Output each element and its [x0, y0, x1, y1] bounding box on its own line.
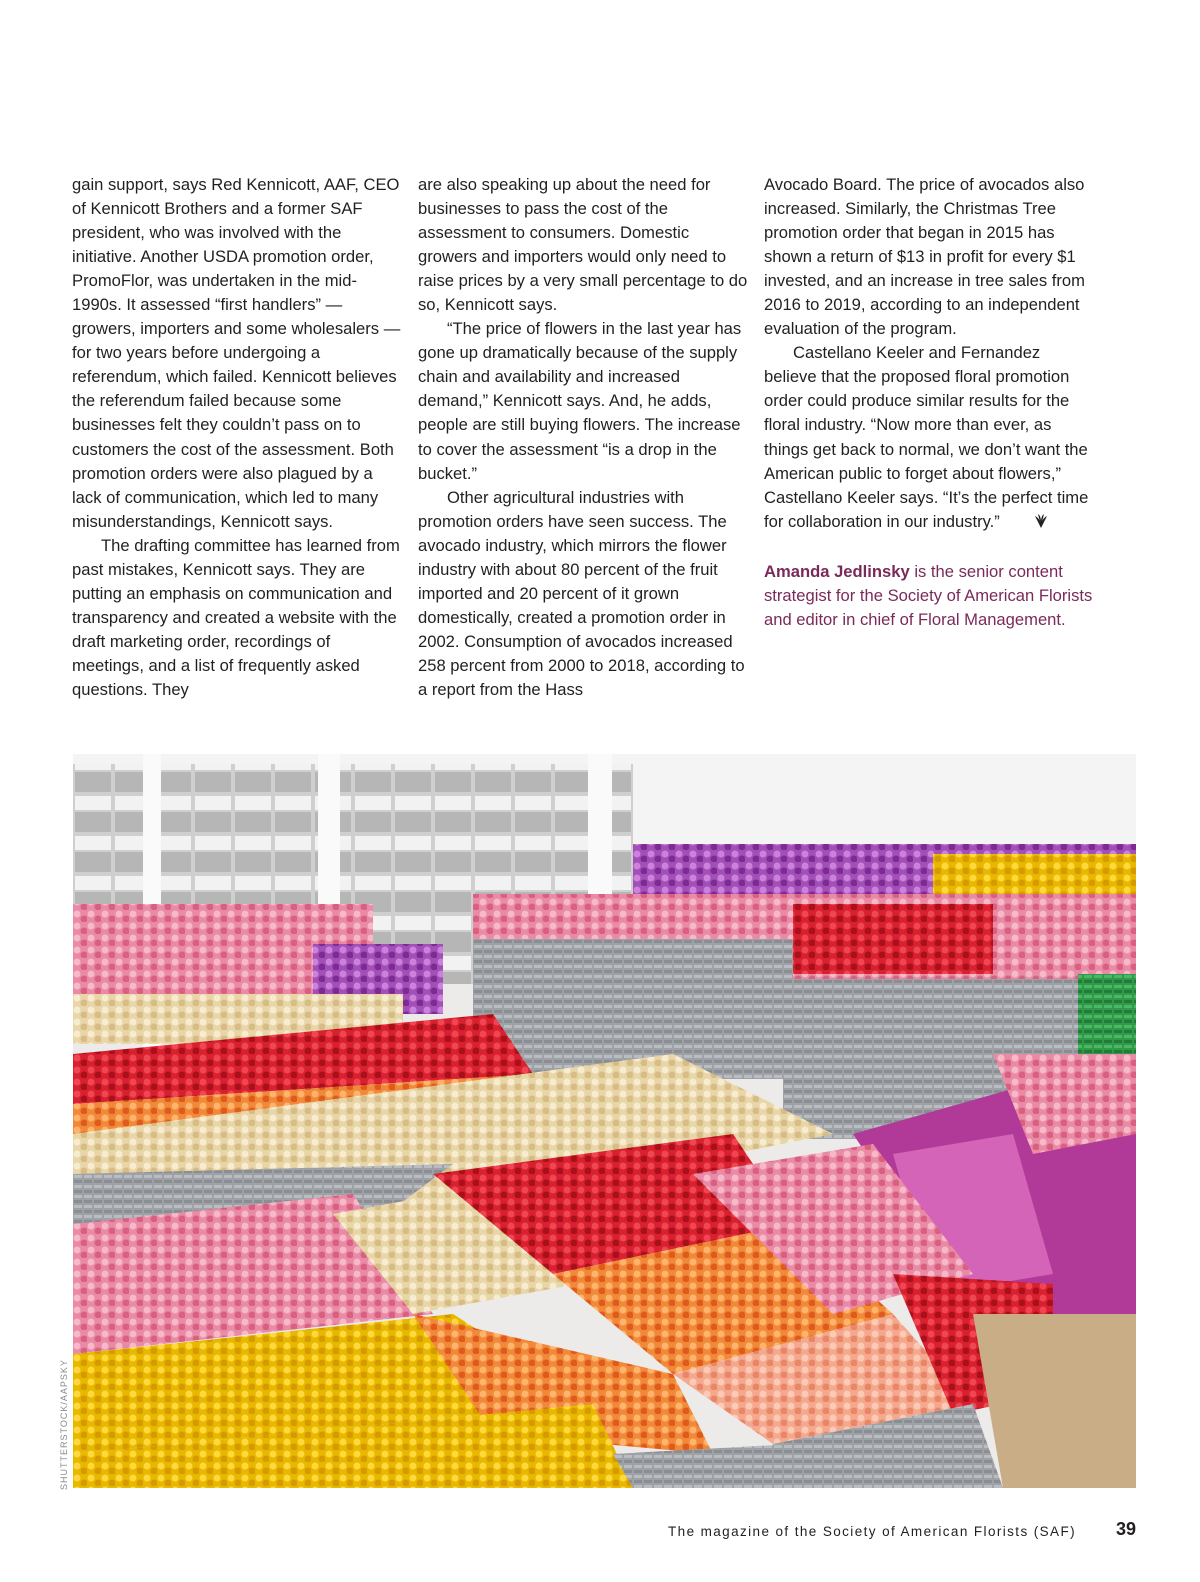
- article-paragraph: “The price of flowers in the last year has gone up dramatically because of the supply chain and availability and increased demand,” Kennicott says. And, he adds, people are still buying flowers. The increase to cover the assessment “is a drop in the bucket.”: [418, 319, 742, 483]
- article-column-3: [764, 173, 1094, 632]
- article-paragraph: are also speaking up about the need for businesses to pass the cost of the assessment to consumers. Domestic growers and importers would only need to raise prices by a very small percentage to do so, Kennicott says.: [418, 175, 748, 315]
- flower-market-illustration: [73, 754, 1136, 1488]
- closing-paragraph-text: Castellano Keeler and Fernandez believe that the proposed floral promotion order could produce similar results for the floral industry. “Now more than ever, as things get back to normal, we don’t want the American public to forget about flowers,” Castellano Keeler says. “It’s the perfect time for collaboration in our industry.”: [764, 343, 1089, 531]
- article-column-2: [418, 173, 748, 702]
- article-paragraph: gain support, says Red Kennicott, AAF, CEO of Kennicott Brothers and a former SAF president, who was involved with the initiative. Another USDA promotion order, PromoFlor, was undertaken in the mid-1990s. It assessed “first handlers” — growers, importers and some wholesalers — for two years before undergoing a referendum, which failed. Kennicott believes the referendum failed because some businesses felt they couldn’t pass on to customers the cost of the assessment. Both promotion orders were also plagued by a lack of communication, which led to many misunderstandings, Kennicott says.: [72, 175, 401, 531]
- flower-market-photo: [73, 754, 1136, 1488]
- article-column-1: [72, 173, 402, 702]
- article-paragraph: Avocado Board. The price of avocados also increased. Similarly, the Christmas Tree promotion order that began in 2015 has shown a return of $13 in profit for every $1 invested, and an increase in tree sales from 2016 to 2019, according to an independent evaluation of the program.: [764, 175, 1085, 339]
- footer-magazine-line: The magazine of the Society of American Florists (SAF): [668, 1524, 1076, 1539]
- photo-credit: SHUTTERSTOCK/AAPSKY: [59, 1359, 69, 1490]
- article-closing-paragraph: [764, 341, 1094, 535]
- page-number: 39: [1115, 1519, 1136, 1539]
- article-paragraph: Other agricultural industries with promotion orders have seen success. The avocado industry, which mirrors the flower industry with about 80 percent of the fruit imported and 20 percent of it grown domestically, created a promotion order in 2002. Consumption of avocados increased 258 percent from 2000 to 2018, according to a report from the Hass: [418, 487, 745, 699]
- author-bio: [764, 560, 1094, 632]
- saf-flower-logo-icon: [1004, 512, 1049, 536]
- author-name: Amanda Jedlinsky: [764, 561, 910, 581]
- author-bio-text: is the senior content strategist for the Society of American Florists and editor in chief of Floral Management.: [764, 561, 1093, 629]
- article-paragraph: The drafting committee has learned from past mistakes, Kennicott says. They are putting an emphasis on communication and transparency and created a website with the draft marketing order, recordings of meetings, and a list of frequently asked questions. They: [72, 535, 400, 699]
